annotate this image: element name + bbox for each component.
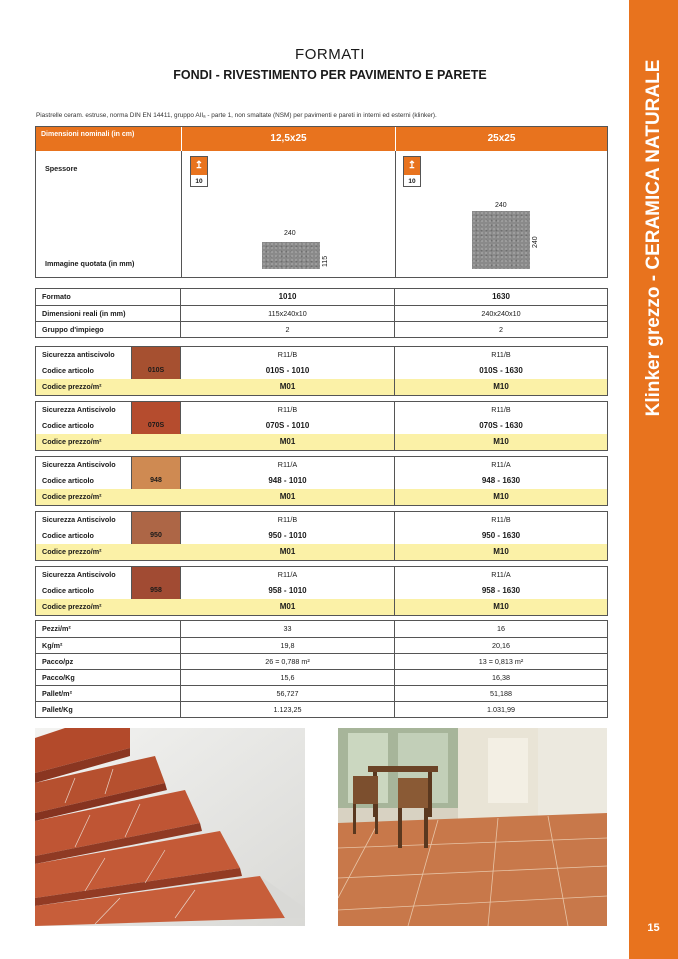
- table-row: Pacco/Kg 15,6 16,38: [36, 669, 607, 685]
- photo-interior: [338, 728, 607, 926]
- side-title: Klinker grezzo - CERAMICA NATURALE: [642, 59, 664, 417]
- header-col1: 12,5x25: [181, 127, 395, 151]
- color-block-010S: [35, 346, 608, 396]
- color-block-950: [35, 511, 608, 561]
- photo-stairs: [35, 728, 305, 926]
- dim-width: 240: [495, 202, 507, 209]
- table-row: Formato 1010 1630: [36, 289, 607, 305]
- header-col2: 25x25: [395, 127, 607, 151]
- table-row: Codice articolo 070S - 1010 070S - 1630: [36, 418, 607, 434]
- color-block-958: [35, 566, 608, 616]
- intro-text: Piastrelle ceram. estruse, norma DIN EN 14411, gruppo AIIₐ - parte 1, non smaltate (NSM) per pavimenti e pareti in interni ed esterni (klinker).: [36, 112, 437, 119]
- table-row: Gruppo d'impiego 2 2: [36, 321, 607, 337]
- format-table: [35, 288, 608, 338]
- tile-image-12x25: [262, 242, 320, 269]
- thickness-icon: ↥ 10: [403, 156, 421, 187]
- color-swatch: 010S: [131, 347, 181, 395]
- table-row: Codice articolo 948 - 1010 948 - 1630: [36, 473, 607, 489]
- table-row: Kg/m² 19,8 20,16: [36, 637, 607, 653]
- table-row: Pallet/Kg 1.123,25 1.031,99: [36, 701, 607, 717]
- color-swatch: 958: [131, 567, 181, 615]
- spec-table: [35, 126, 608, 278]
- color-swatch: 070S: [131, 402, 181, 450]
- page-number: 15: [647, 922, 660, 934]
- packaging-table: [35, 620, 608, 718]
- color-block-948: [35, 456, 608, 506]
- page-subtitle: FONDI - RIVESTIMENTO PER PAVIMENTO E PARETE: [173, 68, 487, 82]
- spessore-label: Spessore: [45, 164, 78, 173]
- spec-header: [36, 127, 607, 151]
- dim-height: 240: [532, 236, 539, 248]
- thickness-icon: ↥ 10: [190, 156, 208, 187]
- color-swatch: 950: [131, 512, 181, 560]
- table-row: Pezzi/m² 33 16: [36, 621, 607, 637]
- table-row: Sicurezza antiscivolo R11/B R11/B: [36, 347, 607, 363]
- page-title: FORMATI: [295, 46, 365, 63]
- dim-width: 240: [284, 230, 296, 237]
- dim-height: 115: [322, 255, 329, 267]
- header-label: Dimensioni nominali (in cm): [41, 131, 135, 138]
- table-row: Dimensioni reali (in mm) 115x240x10 240x240x10: [36, 305, 607, 321]
- image-label: Immagine quotata (in mm): [45, 259, 135, 268]
- table-row: Sicurezza Antiscivolo R11/A R11/A: [36, 567, 607, 583]
- table-row: Pacco/pz 26 = 0,788 m² 13 = 0,813 m²: [36, 653, 607, 669]
- table-row: Codice prezzo/m² M01 M10: [36, 434, 607, 450]
- table-row: Codice articolo 958 - 1010 958 - 1630: [36, 583, 607, 599]
- table-row: Sicurezza Antiscivolo R11/B R11/B: [36, 402, 607, 418]
- color-block-070S: [35, 401, 608, 451]
- tile-image-25x25: [472, 211, 530, 269]
- table-row: Codice prezzo/m² M01 M10: [36, 379, 607, 395]
- table-row: Codice prezzo/m² M01 M10: [36, 599, 607, 615]
- table-row: Sicurezza Antiscivolo R11/A R11/A: [36, 457, 607, 473]
- table-row: Codice articolo 010S - 1010 010S - 1630: [36, 363, 607, 379]
- table-row: Codice prezzo/m² M01 M10: [36, 489, 607, 505]
- table-row: Codice prezzo/m² M01 M10: [36, 544, 607, 560]
- divider: [395, 151, 396, 277]
- table-row: Codice articolo 950 - 1010 950 - 1630: [36, 528, 607, 544]
- divider: [181, 151, 182, 277]
- table-row: Sicurezza Antiscivolo R11/B R11/B: [36, 512, 607, 528]
- color-swatch: 948: [131, 457, 181, 505]
- table-row: Pallet/m² 56,727 51,188: [36, 685, 607, 701]
